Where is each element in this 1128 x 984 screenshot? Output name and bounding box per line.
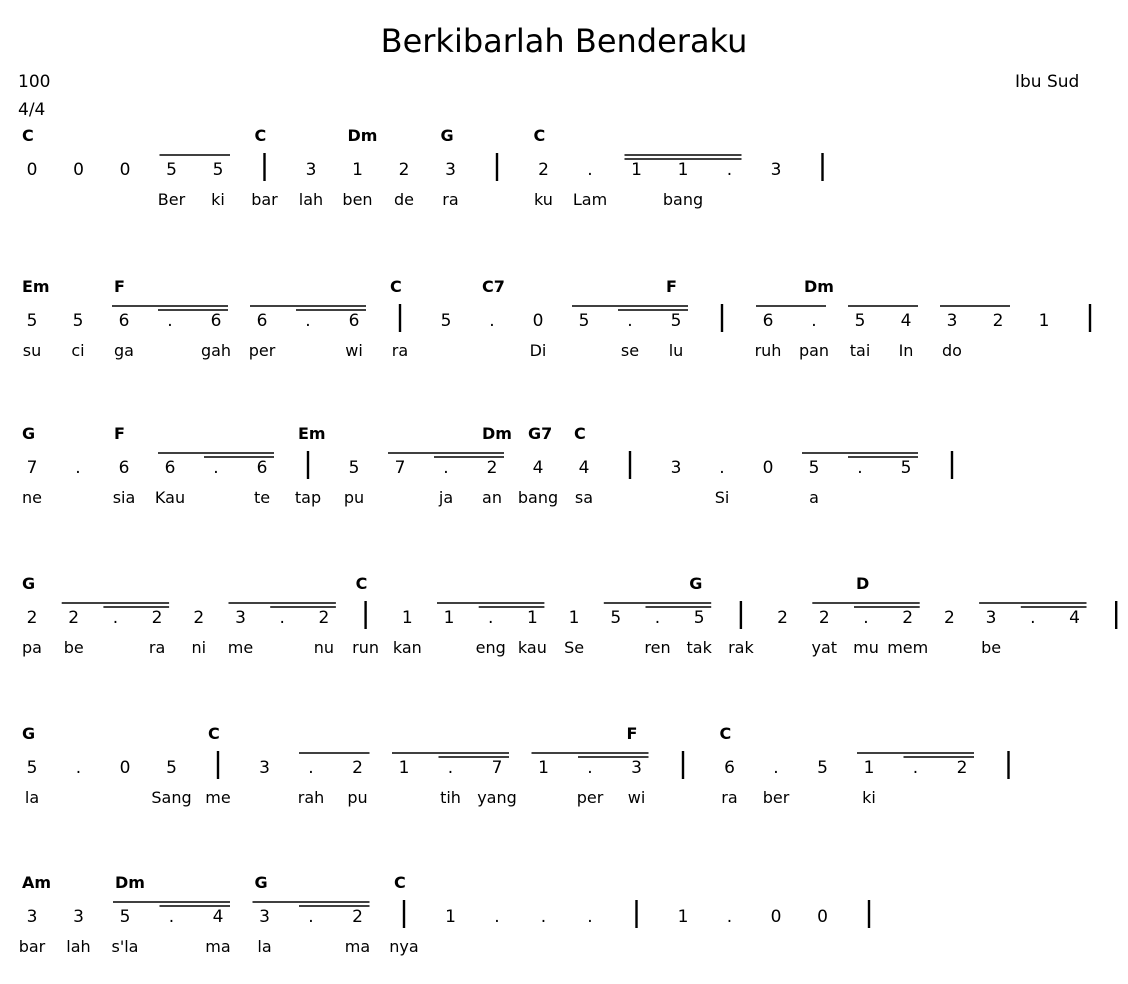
lyric-syllable: nya xyxy=(389,937,419,956)
lyric-syllable: nu xyxy=(313,638,335,657)
lyric-syllable: la xyxy=(24,788,40,807)
note-digit: 0 xyxy=(532,311,544,331)
note-digit: 3 xyxy=(259,758,270,778)
lyric-syllable: ra xyxy=(148,638,166,657)
dot-note: . xyxy=(279,608,285,628)
dot-note: . xyxy=(857,458,863,478)
lyric-syllable: per xyxy=(576,788,604,807)
note-digit: 2 xyxy=(818,608,830,628)
note-digit: 4 xyxy=(1069,608,1080,628)
lyric-syllable: tai xyxy=(849,341,871,360)
dot-note: . xyxy=(112,608,119,628)
chord-symbol: F xyxy=(626,724,638,743)
note-digit: 1 xyxy=(443,608,455,628)
chord-symbol: C7 xyxy=(482,277,505,296)
lyric-syllable: be xyxy=(63,638,84,657)
lyric-syllable: tih xyxy=(440,788,461,807)
note-digit: 0 xyxy=(73,160,84,180)
dot-note: . xyxy=(75,458,81,478)
lyric-syllable: ra xyxy=(391,341,409,360)
note-digit: 3 xyxy=(235,608,246,628)
chord-symbol: F xyxy=(666,277,677,296)
lyric-syllable: ma xyxy=(205,937,231,956)
dot-note: . xyxy=(587,907,593,927)
composer-label: Ibu Sud xyxy=(1015,72,1080,92)
lyric-syllable: a xyxy=(809,488,819,507)
note-digit: 5 xyxy=(693,608,705,628)
lyric-syllable: sia xyxy=(112,488,136,507)
chord-symbol: C xyxy=(394,873,406,892)
note-digit: 5 xyxy=(900,458,912,478)
note-digit: 2 xyxy=(777,608,789,628)
lyric-syllable: ja xyxy=(438,488,454,507)
note-digit: 2 xyxy=(398,160,410,180)
note-digit: 1 xyxy=(526,608,538,628)
lyric-syllable: me xyxy=(227,638,254,657)
lyric-syllable: ber xyxy=(762,788,790,807)
note-digit: 1 xyxy=(352,160,363,180)
dot-note: . xyxy=(811,311,817,331)
dot-note: . xyxy=(726,160,733,180)
note-digit: 3 xyxy=(985,608,997,628)
note-digit: 1 xyxy=(401,608,413,628)
note-digit: 1 xyxy=(863,758,875,778)
lyric-syllable: Si xyxy=(714,488,730,507)
note-digit: 0 xyxy=(26,160,38,180)
lyric-syllable: per xyxy=(248,341,276,360)
note-digit: 2 xyxy=(318,608,330,628)
chord-symbol: C xyxy=(574,424,586,443)
lyric-syllable: eng xyxy=(475,638,506,657)
note-digit: 0 xyxy=(119,758,131,778)
note-digit: 5 xyxy=(72,311,84,331)
chord-symbol: C xyxy=(208,724,220,743)
note-digit: 0 xyxy=(770,907,782,927)
dot-note: . xyxy=(587,758,593,778)
note-digit: 7 xyxy=(491,758,503,778)
lyric-syllable: wi xyxy=(627,788,646,807)
note-digit: 3 xyxy=(259,907,270,927)
lyric-syllable: bang xyxy=(662,190,704,209)
lyric-syllable: run xyxy=(352,638,380,657)
note-digit: 5 xyxy=(808,458,820,478)
dot-note: . xyxy=(654,608,661,628)
note-digit: 3 xyxy=(305,160,317,180)
lyric-syllable: Ber xyxy=(157,190,186,209)
note-digit: 6 xyxy=(724,758,735,778)
lyric-syllable: me xyxy=(205,788,231,807)
note-digit: 5 xyxy=(578,311,590,331)
lyric-syllable: ben xyxy=(342,190,373,209)
lyric-syllable: rah xyxy=(297,788,325,807)
dot-note: . xyxy=(213,458,219,478)
lyric-syllable: Se xyxy=(564,638,585,657)
chord-symbol: G xyxy=(689,574,703,593)
chord-symbol: F xyxy=(114,424,125,443)
dot-note: . xyxy=(726,907,733,927)
lyric-syllable: la xyxy=(257,937,272,956)
note-digit: 2 xyxy=(352,758,363,778)
dot-note: . xyxy=(1030,608,1036,628)
lyric-syllable: do xyxy=(942,341,962,360)
chord-symbol: Dm xyxy=(115,873,145,892)
dot-note: . xyxy=(863,608,869,628)
note-digit: 5 xyxy=(166,160,177,180)
lyric-syllable: ra xyxy=(721,788,738,807)
lyric-syllable: rak xyxy=(728,638,754,657)
note-digit: 0 xyxy=(762,458,774,478)
chord-symbol: G xyxy=(440,126,454,145)
dot-note: . xyxy=(540,907,547,927)
chord-symbol: Em xyxy=(298,424,326,443)
chord-symbol: Dm xyxy=(347,126,378,145)
chord-symbol: G xyxy=(22,574,36,593)
dot-note: . xyxy=(494,907,500,927)
lyric-syllable: ma xyxy=(344,937,371,956)
chord-symbol: Dm xyxy=(804,277,834,296)
dot-note: . xyxy=(75,758,82,778)
chord-symbol: G xyxy=(254,873,268,892)
note-digit: 4 xyxy=(900,311,912,331)
dot-note: . xyxy=(487,608,494,628)
lyric-syllable: su xyxy=(22,341,42,360)
chord-symbol: C xyxy=(22,126,34,145)
lyric-syllable: ku xyxy=(534,190,553,209)
note-digit: 3 xyxy=(770,160,782,180)
lyric-syllable: mu xyxy=(853,638,879,657)
note-digit: 5 xyxy=(119,907,131,927)
note-digit: 2 xyxy=(902,608,914,628)
note-digit: 2 xyxy=(486,458,498,478)
lyric-syllable: Sang xyxy=(151,788,192,807)
note-digit: 3 xyxy=(445,160,456,180)
lyric-syllable: Lam xyxy=(572,190,608,209)
lyric-syllable: pa xyxy=(22,638,42,657)
lyric-syllable: se xyxy=(620,341,640,360)
note-digit: 6 xyxy=(256,311,268,331)
dot-note: . xyxy=(308,907,314,927)
chord-symbol: C xyxy=(719,724,732,743)
chord-symbol: G xyxy=(22,424,36,443)
lyric-syllable: bar xyxy=(18,937,46,956)
lyric-syllable: ga xyxy=(114,341,134,360)
lyric-syllable: ne xyxy=(22,488,42,507)
note-digit: 2 xyxy=(68,608,80,628)
lyric-syllable: tap xyxy=(294,488,322,507)
dot-note: . xyxy=(489,311,495,331)
lyric-syllable: lah xyxy=(298,190,324,209)
lyric-syllable: de xyxy=(394,190,414,209)
note-digit: 3 xyxy=(946,311,958,331)
lyric-syllable: ci xyxy=(71,341,85,360)
time-signature-label: 4/4 xyxy=(18,100,46,120)
chord-symbol: G7 xyxy=(528,424,553,443)
note-digit: 4 xyxy=(532,458,544,478)
lyric-syllable: pu xyxy=(343,488,365,507)
note-digit: 6 xyxy=(762,311,774,331)
chord-symbol: C xyxy=(390,277,402,296)
note-digit: 3 xyxy=(73,907,84,927)
note-digit: 5 xyxy=(670,311,682,331)
note-digit: 5 xyxy=(610,608,622,628)
note-digit: 4 xyxy=(578,458,590,478)
chord-symbol: G xyxy=(22,724,36,743)
lyric-syllable: Kau xyxy=(154,488,186,507)
lyric-syllable: be xyxy=(981,638,1002,657)
lyric-syllable: bar xyxy=(251,190,278,209)
chord-symbol: C xyxy=(355,574,368,593)
chord-symbol: Em xyxy=(22,277,50,296)
lyric-syllable: yat xyxy=(811,638,838,657)
lyric-syllable: sa xyxy=(574,488,594,507)
note-digit: 1 xyxy=(445,907,456,927)
note-digit: 0 xyxy=(817,907,828,927)
lyric-syllable: te xyxy=(253,488,271,507)
note-digit: 5 xyxy=(348,458,360,478)
note-digit: 2 xyxy=(26,608,38,628)
lyric-syllable: lu xyxy=(668,341,684,360)
chord-symbol: D xyxy=(856,574,870,593)
lyric-syllable: ni xyxy=(191,638,207,657)
note-digit: 0 xyxy=(119,160,131,180)
note-digit: 6 xyxy=(164,458,176,478)
dot-note: . xyxy=(308,758,314,778)
note-digit: 1 xyxy=(677,907,689,927)
note-digit: 5 xyxy=(817,758,828,778)
song-title: Berkibarlah Benderaku xyxy=(380,22,748,60)
lyric-syllable: ruh xyxy=(754,341,782,360)
chord-symbol: C xyxy=(533,126,546,145)
note-digit: 1 xyxy=(631,160,642,180)
note-digit: 6 xyxy=(210,311,222,331)
note-digit: 5 xyxy=(26,758,38,778)
note-digit: 5 xyxy=(854,311,866,331)
dot-note: . xyxy=(447,758,454,778)
note-digit: 6 xyxy=(118,458,130,478)
dot-note: . xyxy=(912,758,919,778)
dot-note: . xyxy=(773,758,779,778)
note-digit: 2 xyxy=(943,608,955,628)
chord-symbol: F xyxy=(114,277,125,296)
chord-symbol: Dm xyxy=(482,424,512,443)
note-digit: 5 xyxy=(212,160,224,180)
lyric-syllable: ki xyxy=(862,788,876,807)
dot-note: . xyxy=(168,907,175,927)
chord-symbol: Am xyxy=(22,873,52,892)
note-digit: 3 xyxy=(631,758,642,778)
lyric-syllable: Di xyxy=(529,341,547,360)
lyric-syllable: mem xyxy=(887,638,929,657)
lyric-syllable: gah xyxy=(200,341,232,360)
note-digit: 2 xyxy=(992,311,1004,331)
note-digit: 2 xyxy=(151,608,163,628)
note-digit: 3 xyxy=(26,907,38,927)
lyric-syllable: pu xyxy=(347,788,368,807)
lyric-syllable: tak xyxy=(686,638,712,657)
note-digit: 2 xyxy=(352,907,363,927)
note-digit: 1 xyxy=(677,160,689,180)
lyric-syllable: s'la xyxy=(111,937,139,956)
note-digit: 6 xyxy=(256,458,268,478)
chord-symbol: C xyxy=(254,126,267,145)
note-digit: 5 xyxy=(26,311,38,331)
lyric-syllable: kau xyxy=(517,638,547,657)
note-digit: 4 xyxy=(212,907,224,927)
note-digit: 6 xyxy=(348,311,360,331)
note-digit: 5 xyxy=(440,311,452,331)
dot-note: . xyxy=(627,311,633,331)
lyric-syllable: yang xyxy=(477,788,517,807)
lyric-syllable: pan xyxy=(798,341,830,360)
lyric-syllable: bang xyxy=(517,488,559,507)
note-digit: 1 xyxy=(398,758,410,778)
note-digit: 7 xyxy=(394,458,406,478)
dot-note: . xyxy=(587,160,593,180)
note-digit: 3 xyxy=(670,458,682,478)
note-digit: 7 xyxy=(26,458,38,478)
tempo-label: 100 xyxy=(18,72,51,92)
lyric-syllable: an xyxy=(482,488,502,507)
lyric-syllable: ki xyxy=(211,190,225,209)
lyric-syllable: lah xyxy=(66,937,91,956)
lyric-syllable: kan xyxy=(392,638,422,657)
dot-note: . xyxy=(167,311,173,331)
note-digit: 1 xyxy=(1038,311,1050,331)
note-digit: 1 xyxy=(538,758,549,778)
lyric-syllable: ren xyxy=(644,638,671,657)
dot-note: . xyxy=(719,458,725,478)
lyric-syllable: wi xyxy=(345,341,363,360)
note-digit: 2 xyxy=(956,758,968,778)
note-digit: 6 xyxy=(118,311,130,331)
note-digit: 2 xyxy=(193,608,205,628)
note-digit: 2 xyxy=(538,160,549,180)
dot-note: . xyxy=(443,458,449,478)
dot-note: . xyxy=(305,311,311,331)
note-digit: 1 xyxy=(568,608,580,628)
lyric-syllable: In xyxy=(898,341,914,360)
lyric-syllable: ra xyxy=(442,190,459,209)
note-digit: 5 xyxy=(166,758,177,778)
